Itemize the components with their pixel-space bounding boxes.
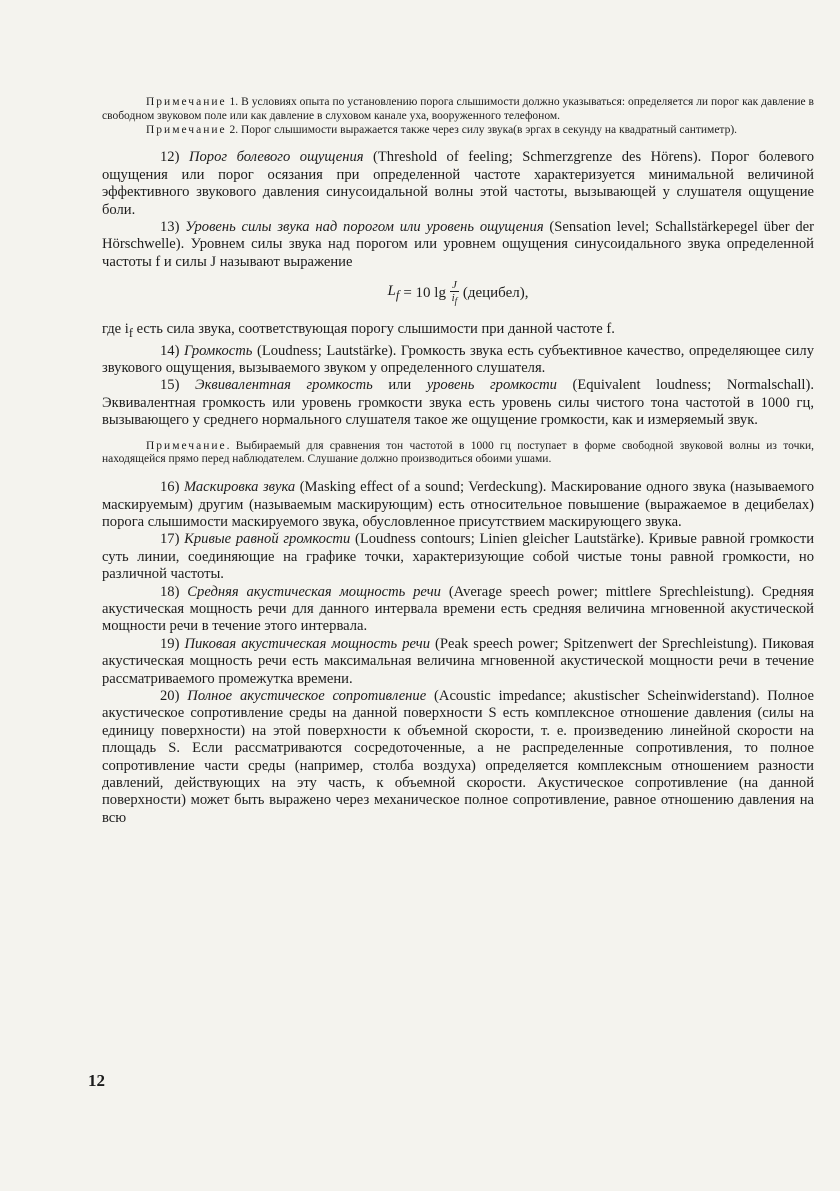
paragraph-17 xyxy=(102,531,814,583)
fraction-denominator-sub: f xyxy=(454,296,458,307)
note-3-label: Примечание xyxy=(146,439,227,452)
main-text xyxy=(102,149,814,429)
note-3-text: . Выбираемый для сравнения тон частотой в 1000 гц поступает в форме свободной звуковой волны из точки, находящейся прямо перед наблюдателем. Слушание должно производиться обоими ушами. xyxy=(102,439,814,466)
paragraph-number: 12) xyxy=(160,149,189,166)
paragraph-13 xyxy=(102,219,814,271)
term: Кривые равной громкости xyxy=(184,531,351,548)
note-1-text: 1. В условиях опыта по установлению порога слышимости должно указываться: определяется ли порог как давление в свободном звуковом поле или как давление в слуховом канале уха, вооруженного телефоном. xyxy=(102,96,814,122)
term-connector: или xyxy=(372,377,427,394)
formula-unit: (децибел), xyxy=(462,284,529,301)
paragraph-19 xyxy=(102,636,814,688)
paragraph-text: (Acoustic impedance; akustischer Scheinwiderstand). Полное акустическое сопротивление среды на данной поверхности S есть комплексное отношение давления (силы на единицу поверхности) на этой поверхности к объемной скорости, т. е. произведению линейной скорости на площадь S. Если рассматриваются сосредоточенные, а не распределенные сопротивления, то полное сопротивление части среды (например, столба воздуха) определяется комплексным отношением разности давлений, действующих на эту часть, к объемной скорости. Акустическое сопротивление (на данной поверхности) может быть выражено через механическое полное сопротивление, равное отношению давления на всю xyxy=(102,688,814,826)
paragraph-text: (Masking effect of a sound; Verdeckung). Маскирование одного звука (называемого маскируемым) другим (называемым маскирующим) есть относительное повышение (выражаемое в децибелах) порога слышимости маскируемого звука, обусловленное присутствием маскирующего звука. xyxy=(102,479,814,530)
formula-equals: = 10 lg xyxy=(403,284,446,301)
paragraph-text: (Sensation level; Schallstärkepegel über der Hörschwelle). Уровнем силы звука над порогом или уровнем ощущения синусоидального звука определенной частоты f и силы J называют выражение xyxy=(102,219,814,270)
note-3 xyxy=(102,440,814,468)
formula-lhs xyxy=(387,283,399,304)
paragraph-14 xyxy=(102,343,814,378)
main-text-2 xyxy=(102,479,814,827)
fraction-denominator xyxy=(452,292,458,307)
paragraph-text: (Equivalent loudness; Normalschall). Эквивалентная громкость или уровень громкости звука есть уровень силы чистого тона частотой в 1000 гц, вызывающего у среднего нормального слушателя такое же ощущение громкости, как и измеряемый звук. xyxy=(102,377,814,429)
term: Уровень силы звука над порогом или уровень ощущения xyxy=(185,219,544,236)
notes-block xyxy=(102,96,814,137)
paragraph-13-continued xyxy=(102,321,814,342)
paragraph-12 xyxy=(102,149,814,219)
paragraph-number: 18) xyxy=(160,583,188,600)
term: Полное акустическое сопротивление xyxy=(187,688,427,705)
term: Средняя акустическая мощность речи xyxy=(187,583,441,600)
paragraph-text: (Loudness contours; Linien gleicher Lautstärke). Кривые равной громкости суть линии, соединяющие на графике точки, характеризующие собой чистые тоны равной громкости, но различной частоты. xyxy=(102,531,815,583)
paragraph-15 xyxy=(102,377,814,429)
subscript: f xyxy=(128,326,133,341)
paragraph-20 xyxy=(102,688,814,827)
paragraph-16 xyxy=(102,479,814,531)
term: Громкость xyxy=(183,342,253,359)
paragraph-text-rest: есть сила звука, соответствующая порогу слышимости при данной частоте f. xyxy=(132,321,615,338)
term-2: уровень громкости xyxy=(426,377,557,394)
term: Маскировка звука xyxy=(183,479,296,496)
term: Эквивалентная громкость xyxy=(195,377,373,394)
formula-lhs-sub: f xyxy=(395,287,400,302)
paragraph-text: (Peak speech power; Spitzenwert der Sprechleistung). Пиковая акустическая мощность речи есть максимальная величина мгновенной акустической мощности речи в течение рассматриваемого промежутка времени. xyxy=(102,635,814,687)
formula-fraction xyxy=(450,279,459,307)
note-2-label: Примечание xyxy=(146,123,227,136)
paragraph-text: где i xyxy=(102,321,129,338)
paragraph-number: 14) xyxy=(160,342,184,359)
term: Пиковая акустическая мощность речи xyxy=(184,635,431,652)
paragraph-number: 20) xyxy=(160,688,188,705)
paragraph-text: (Loudness; Lautstärke). Громкость звука есть субъективное качество, определяющее силу звукового ощущения, вызываемого звуком у определенного слушателя. xyxy=(102,342,814,376)
paragraph-number: 16) xyxy=(160,479,184,496)
note-3-block xyxy=(102,440,814,468)
note-2-text: 2. Порог слышимости выражается также через силу звука(в эргах в секунду на квадратный сантиметр). xyxy=(226,123,738,136)
note-2 xyxy=(102,124,814,138)
note-1-label: Примечание xyxy=(146,96,227,108)
note-1 xyxy=(102,96,814,124)
page-content xyxy=(102,96,814,827)
paragraph-text: (Average speech power; mittlere Sprechleistung). Средняя акустическая мощность речи для данного интервала времени есть средняя величина мгновенной акустической мощности речи в течение этого интервала. xyxy=(102,583,815,635)
term: Порог болевого ощущения xyxy=(188,149,364,166)
fraction-numerator: J xyxy=(451,279,457,292)
formula xyxy=(102,279,814,313)
paragraph-number: 13) xyxy=(160,219,186,236)
paragraph-number: 17) xyxy=(160,531,185,548)
paragraph-text: (Threshold of feeling; Schmerzgrenze des Hörens). Порог болевого ощущения или порог осязания при определенной частоте характеризуется минимальной величиной эффективного звукового давления синусоидальной волны этой частоты, вызывающей у слушателя ощущение боли. xyxy=(102,149,814,218)
fraction-denominator-symbol: i xyxy=(451,292,455,305)
page-number: 12 xyxy=(88,1071,105,1090)
paragraph-number: 19) xyxy=(160,635,185,652)
paragraph-number: 15) xyxy=(160,377,196,394)
paragraph-18 xyxy=(102,584,814,636)
formula-lhs-symbol: L xyxy=(387,282,396,299)
